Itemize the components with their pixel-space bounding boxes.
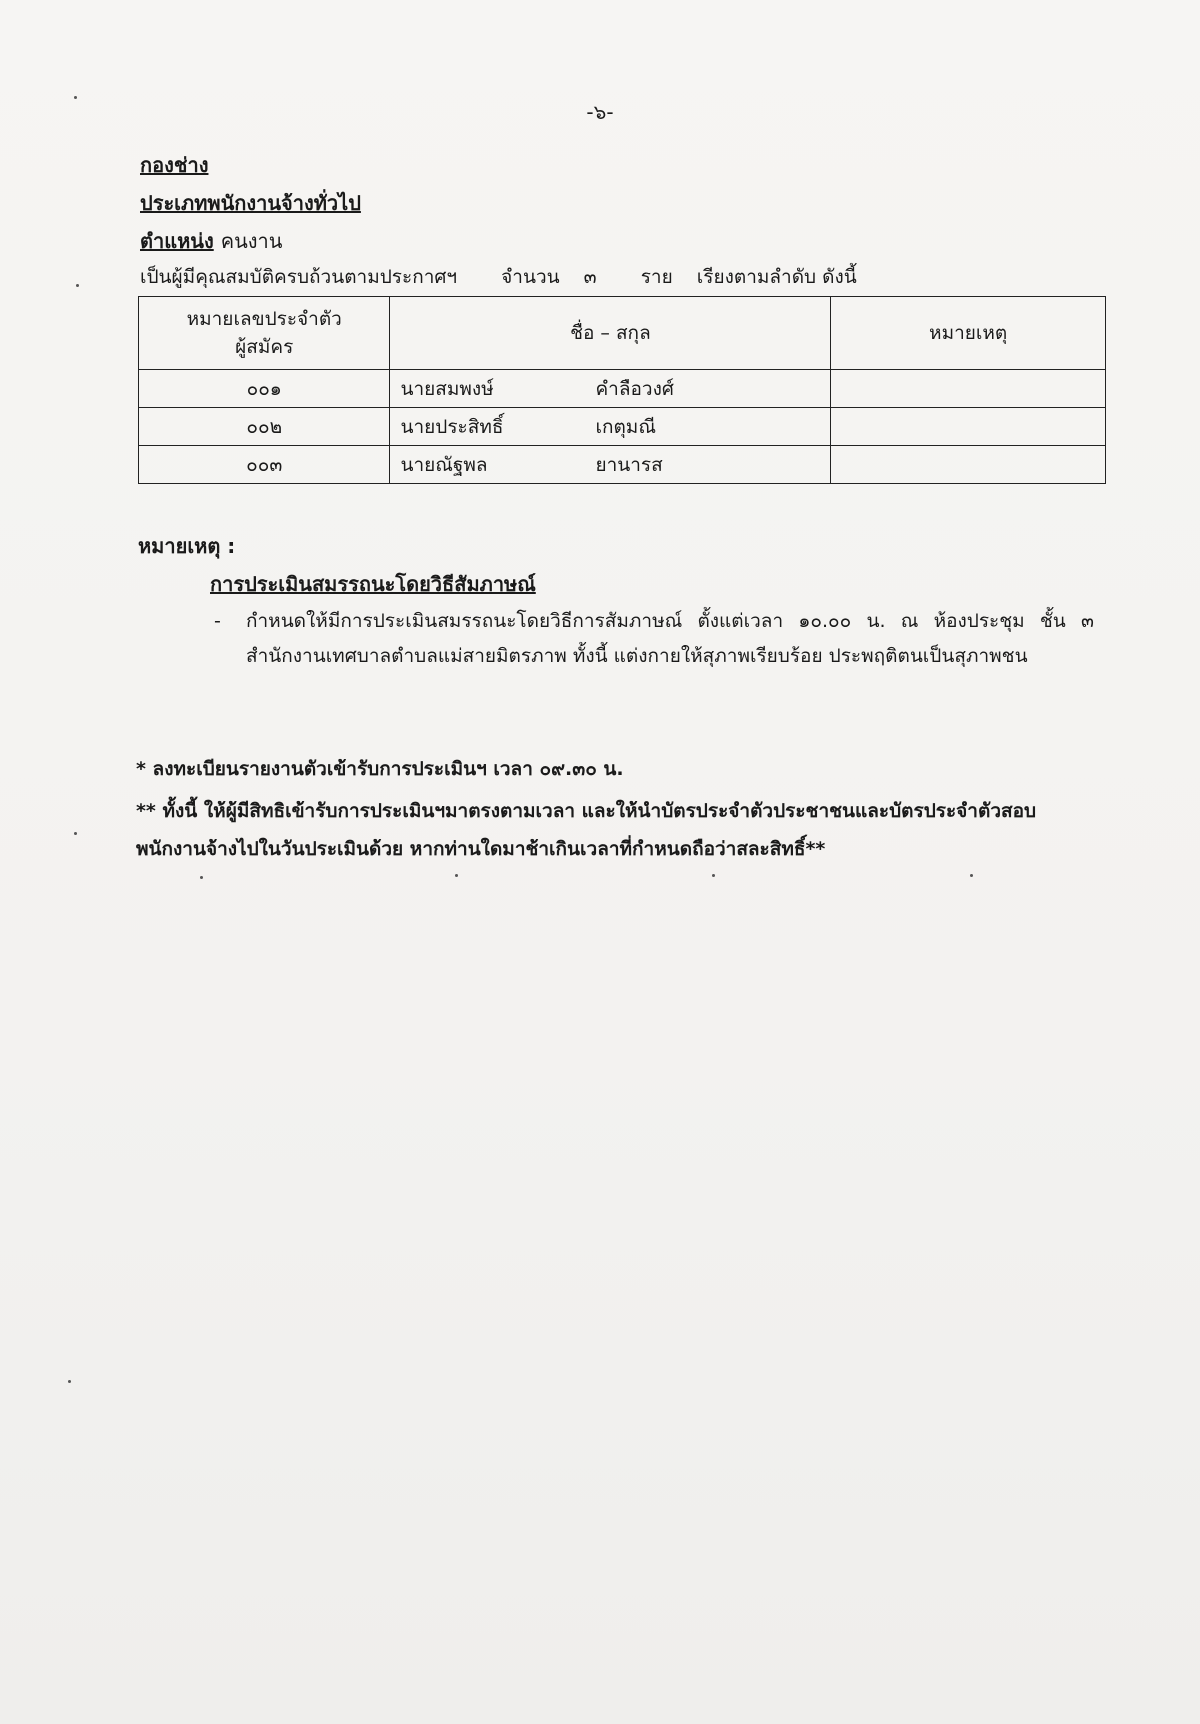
position-value: คนงาน — [220, 229, 283, 253]
position-line — [140, 227, 282, 255]
order-text: เรียงตามลำดับ ดังนี้ — [696, 266, 857, 288]
qualified-line — [140, 264, 875, 290]
header-applicant-id — [139, 297, 390, 370]
scan-speck — [970, 874, 973, 877]
applicant-last-name: เกตุมณี — [595, 415, 656, 438]
applicant-id: ๐๐๒ — [139, 408, 390, 446]
position-label: ตำแหน่ง — [140, 229, 214, 253]
applicant-name — [390, 370, 831, 408]
rules-note: ** ทั้งนี้ ให้ผู้มีสิทธิเข้ารับการประเมินฯมาตรงตามเวลา และให้นำบัตรประจำตัวประชาชนและบัตรประจำตัวสอบพนักงานจ้างไปในวันประเมินด้วย หากท่านใดมาช้าเกินเวลาที่กำหนดถือว่าสละสิทธิ์** — [136, 800, 1037, 860]
scan-speck — [455, 874, 458, 877]
scan-speck — [712, 874, 715, 877]
assessment-detail-text: กำหนดให้มีการประเมินสมรรถนะโดยวิธีการสัมภาษณ์ ตั้งแต่เวลา ๑๐.๐๐ น. ณ ห้องประชุม ชั้น ๓ สำนักงานเทศบาลตำบลแม่สายมิตรภาพ ทั้งนี้ แต่งกายให้สุภาพเรียบร้อย ประพฤติตนเป็นสุภาพชน — [246, 610, 1094, 667]
applicant-name — [390, 446, 831, 484]
header-name: ชื่อ – สกุล — [390, 297, 831, 370]
applicant-first-name: นายณัฐพล — [400, 453, 488, 476]
department-heading: กองช่าง — [140, 153, 209, 177]
assessment-title: การประเมินสมรรถนะโดยวิธีสัมภาษณ์ — [210, 572, 536, 596]
applicant-note — [831, 370, 1106, 408]
applicant-last-name: ยานารส — [595, 453, 663, 476]
count-unit: ราย — [640, 266, 673, 288]
registration-note: * ลงทะเบียนรายงานตัวเข้ารับการประเมินฯ เวลา ๐๙.๓๐ น. — [136, 758, 624, 780]
applicant-id: ๐๐๑ — [139, 370, 390, 408]
applicant-note — [831, 446, 1106, 484]
header-note: หมายเหตุ — [831, 297, 1106, 370]
scan-speck — [74, 96, 77, 99]
table-row — [139, 370, 1106, 408]
header-id-line1: หมายเลขประจำตัว — [186, 308, 342, 330]
scan-speck — [74, 832, 77, 835]
table-row — [139, 446, 1106, 484]
header-id-line2: ผู้สมัคร — [235, 336, 294, 358]
applicant-last-name: คำลือวงศ์ — [595, 377, 674, 400]
applicant-note — [831, 408, 1106, 446]
assessment-detail — [214, 604, 1094, 674]
count-value: ๓ — [583, 266, 597, 288]
employee-type-heading: ประเภทพนักงานจ้างทั่วไป — [140, 191, 361, 215]
applicant-first-name: นายประสิทธิ์ — [400, 415, 504, 438]
bullet-dash: - — [214, 610, 221, 632]
scan-speck — [68, 1380, 71, 1383]
count-label: จำนวน — [501, 266, 560, 288]
applicants-table — [138, 296, 1106, 484]
page-number: -๖- — [586, 100, 614, 124]
applicant-id: ๐๐๓ — [139, 446, 390, 484]
scan-speck — [76, 284, 79, 287]
table-header-row — [139, 297, 1106, 370]
remarks-title: หมายเหตุ : — [138, 534, 236, 558]
applicant-name — [390, 408, 831, 446]
qualified-text: เป็นผู้มีคุณสมบัติครบถ้วนตามประกาศฯ — [140, 266, 458, 288]
applicant-first-name: นายสมพงษ์ — [400, 377, 494, 400]
scan-speck — [200, 876, 203, 879]
table-row — [139, 408, 1106, 446]
